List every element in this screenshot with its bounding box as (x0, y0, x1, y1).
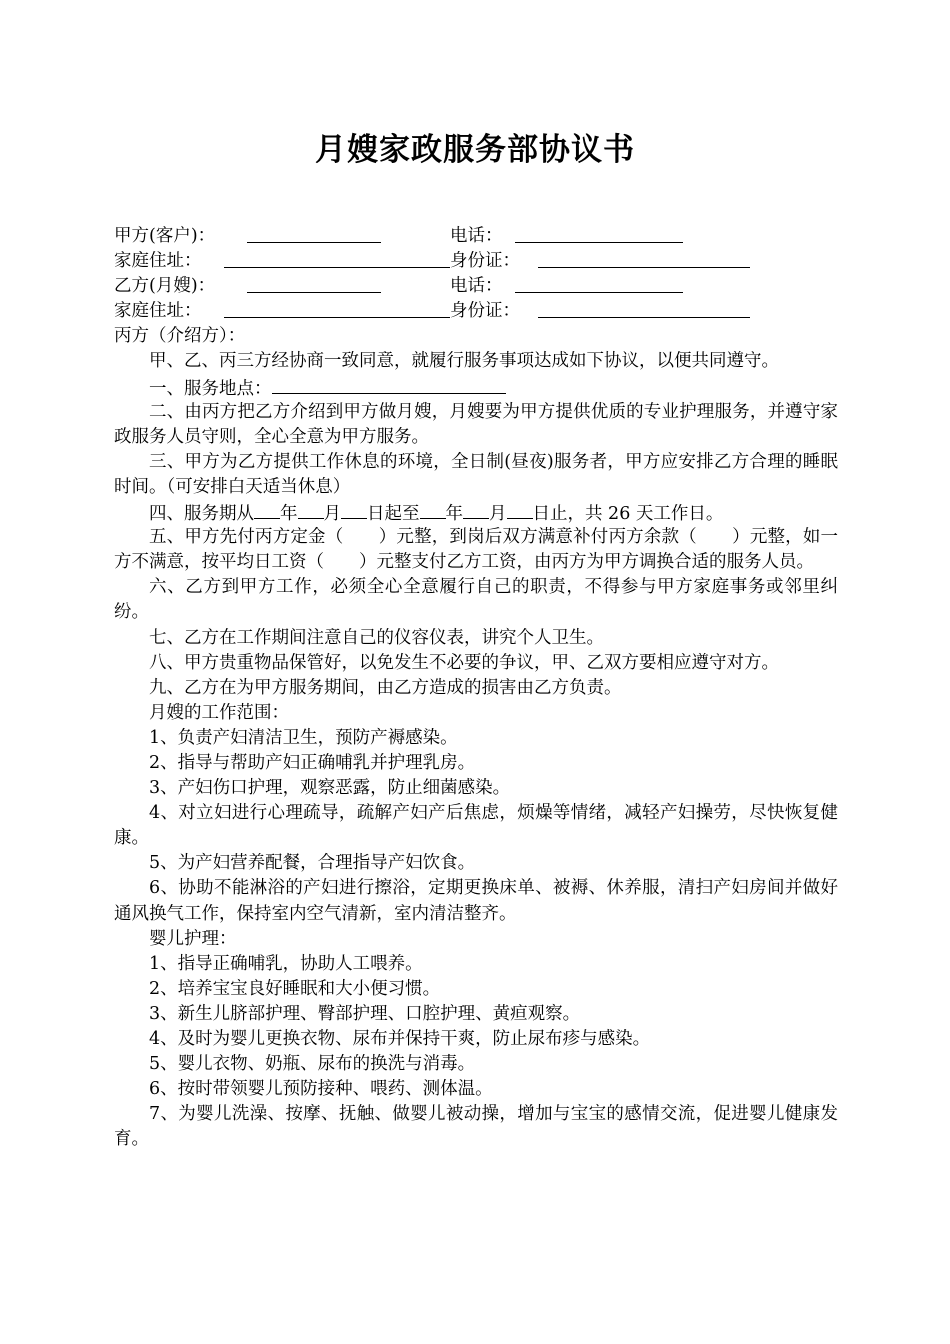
clause-1 (114, 375, 838, 400)
service-location-blank[interactable] (272, 375, 506, 394)
party-a-phone-label: 电话： (450, 226, 503, 246)
party-a-label: 甲方(客户)： (114, 226, 216, 246)
party-b-phone-label: 电话： (450, 276, 503, 297)
party-a-name-blank[interactable] (247, 224, 381, 243)
maternal-scope-item: 3、产妇伤口护理，观察恶露，防止细菌感染。 (149, 778, 511, 799)
infant-care-item: 1、指导正确哺乳，协助人工喂养。 (149, 953, 423, 974)
party-b-address-label: 家庭住址： (114, 301, 202, 322)
maternal-scope-item: 1、负责产妇清洁卫生，预防产褥感染。 (149, 727, 458, 748)
clause-7: 七、乙方在工作期间注意自己的仪容仪表，讲究个人卫生。 (149, 627, 604, 648)
party-b-row (114, 274, 838, 299)
infant-care-item: 3、新生儿脐部护理、臀部护理、口腔护理、黄疸观察。 (149, 1003, 581, 1024)
clause-5: 五、甲方先付丙方定金（ ）元整，到岗后双方满意补付丙方余款（ ）元整，如一方不满意，按平均日工资（ ）元整支付乙方工资，由丙方为甲方调换合适的服务人员。 (114, 527, 838, 573)
maternal-scope-item: 5、为产妇营养配餐，合理指导产妇饮食。 (149, 853, 476, 874)
party-b-address-row (114, 299, 838, 324)
party-a-address-label: 家庭住址： (114, 251, 202, 272)
start-month-blank[interactable] (298, 500, 324, 519)
party-a-id-blank[interactable] (538, 249, 750, 268)
party-b-address-blank[interactable] (224, 299, 450, 318)
end-year-blank[interactable] (420, 500, 446, 519)
clause-6: 六、乙方到甲方工作，必须全心全意履行自己的职责，不得参与甲方家庭事务或邻里纠纷。 (114, 577, 838, 623)
clause-4-year-2: 年 (445, 504, 463, 525)
clause-4-year-1: 年 (280, 504, 298, 525)
intro-paragraph: 甲、乙、丙三方经协商一致同意，就履行服务事项达成如下协议，以便共同遵守。 (149, 351, 779, 372)
maternal-scope-heading: 月嫂的工作范围： (149, 702, 289, 723)
clause-4-month-2: 月 (489, 504, 507, 525)
party-b-name-blank[interactable] (247, 274, 381, 293)
infant-care-item: 4、及时为婴儿更换衣物、尿布并保持干爽，防止尿布疹与感染。 (149, 1029, 651, 1049)
party-b-id-label: 身份证： (450, 301, 520, 322)
party-b-label: 乙方(月嫂)： (114, 276, 216, 297)
party-a-id-label: 身份证： (450, 251, 520, 272)
party-a-address-blank[interactable] (224, 249, 450, 268)
infant-care-item: 5、婴儿衣物、奶瓶、尿布的换洗与消毒。 (149, 1054, 476, 1075)
end-month-blank[interactable] (463, 500, 489, 519)
clause-8: 八、甲方贵重物品保管好，以免发生不必要的争议，甲、乙双方要相应遵守对方。 (149, 652, 779, 673)
start-year-blank[interactable] (254, 500, 280, 519)
document-body (114, 224, 838, 1152)
party-b-phone-blank[interactable] (515, 274, 683, 293)
clause-1-label: 一、服务地点： (149, 378, 272, 399)
document-title: 月嫂家政服务部协议书 (315, 132, 635, 168)
party-a-row (114, 224, 838, 249)
clause-4-start: 日起至 (367, 504, 420, 525)
party-b-id-blank[interactable] (538, 299, 750, 318)
clause-4 (114, 500, 838, 525)
maternal-scope-item: 6、协助不能淋浴的产妇进行擦浴，定期更换床单、被褥、休养服，清扫产妇房间并做好通风换气工作，保持室内空气清新，室内清洁整齐。 (114, 878, 838, 924)
infant-care-item: 7、为婴儿洗澡、按摩、抚触、做婴儿被动操，增加与宝宝的感情交流，促进婴儿健康发育。 (114, 1104, 838, 1150)
infant-care-item: 6、按时带领婴儿预防接种、喂药、测体温。 (149, 1079, 493, 1100)
clause-4-end: 日止，共 26 天工作日。 (532, 504, 724, 525)
maternal-scope-item: 2、指导与帮助产妇正确哺乳并护理乳房。 (149, 752, 476, 773)
party-a-address-row (114, 249, 838, 274)
infant-care-item: 2、培养宝宝良好睡眠和大小便习惯。 (149, 978, 441, 999)
party-a-phone-blank[interactable] (515, 224, 683, 243)
infant-care-heading: 婴儿护理： (149, 928, 237, 949)
clause-4-prefix: 四、服务期从 (149, 504, 254, 525)
end-day-blank[interactable] (507, 500, 533, 519)
maternal-scope-item: 4、对立妇进行心理疏导，疏解产妇产后焦虑，烦燥等情绪，减轻产妇操劳，尽快恢复健康。 (114, 803, 838, 849)
party-c-label: 丙方（介绍方）： (114, 326, 246, 347)
clause-4-month-1: 月 (323, 504, 341, 525)
clause-9: 九、乙方在为甲方服务期间，由乙方造成的损害由乙方负责。 (149, 677, 622, 698)
clause-2: 二、由丙方把乙方介绍到甲方做月嫂，月嫂要为甲方提供优质的专业护理服务，并遵守家政服务人员守则，全心全意为甲方服务。 (114, 401, 838, 447)
clause-3: 三、甲方为乙方提供工作休息的环境，全日制(昼夜)服务者，甲方应安排乙方合理的睡眠时间。（可安排白天适当休息） (114, 451, 838, 497)
start-day-blank[interactable] (341, 500, 367, 519)
